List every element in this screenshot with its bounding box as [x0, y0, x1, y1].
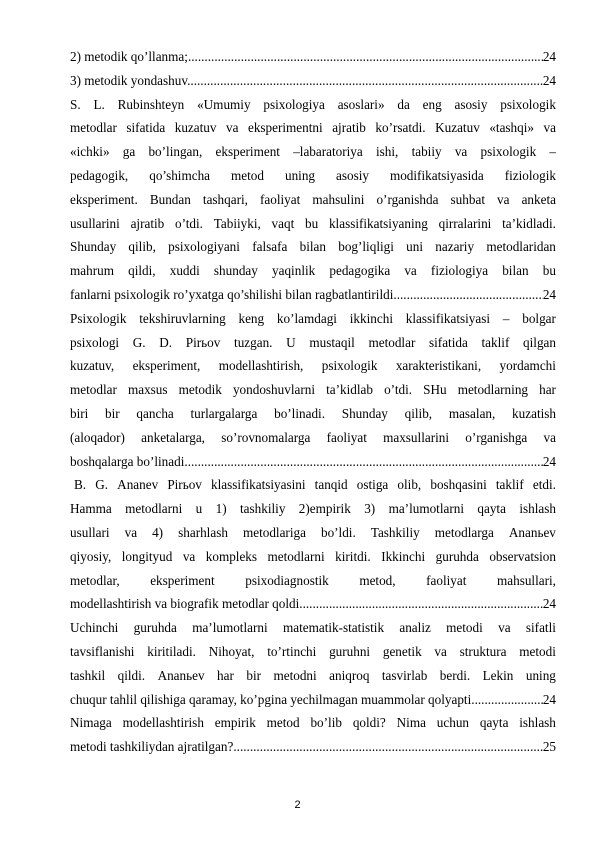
- word: uni: [406, 239, 424, 255]
- word: –: [502, 310, 510, 326]
- word: maxsus: [127, 382, 168, 398]
- word: o’rganishda: [376, 191, 439, 207]
- word: xarakteristikani,: [395, 358, 482, 374]
- word: 4): [152, 524, 164, 540]
- word: metodlar: [70, 382, 117, 398]
- dot-leader: [188, 45, 543, 69]
- word: tashkiliy: [239, 501, 286, 517]
- word: eksperiment: [150, 572, 215, 588]
- text-line: [70, 521, 556, 545]
- word: empirik: [214, 715, 256, 731]
- word: fiziologiya: [430, 263, 489, 279]
- word: modellashtirish,: [218, 358, 304, 374]
- word: D.: [159, 334, 173, 350]
- word: faoliyat: [260, 191, 301, 207]
- word: maxsullarini: [383, 429, 450, 445]
- word: va: [404, 263, 417, 279]
- word: va: [182, 548, 196, 564]
- word: olib,: [397, 477, 422, 493]
- toc-page-number: 24: [542, 49, 556, 64]
- word: bilan: [502, 263, 529, 279]
- toc-page-number: 24: [542, 286, 556, 302]
- word: va: [454, 144, 468, 160]
- toc-line: [70, 45, 556, 69]
- word: pedagogika: [329, 263, 391, 279]
- word: bo’linadi.: [274, 405, 326, 421]
- word: biri: [70, 405, 89, 421]
- word: tuzgan.: [234, 334, 273, 350]
- text-line: [70, 235, 556, 259]
- word: Kuzatuv: [435, 120, 480, 136]
- word: qirralarini: [438, 215, 492, 231]
- word: metodik: [178, 382, 222, 398]
- text-line: [70, 473, 556, 497]
- text-line: [70, 402, 556, 426]
- word: Tashkiliy: [370, 524, 420, 540]
- word: guruhda: [435, 548, 479, 564]
- dot-leader: [303, 592, 543, 616]
- toc-entry-text: 3) metodik yondashuv.: [70, 72, 191, 88]
- word: eksperimentni: [247, 120, 323, 136]
- word: metodi: [446, 620, 483, 636]
- word: qilgan: [523, 334, 556, 350]
- word: qoldi?: [352, 715, 386, 731]
- word: metodlar: [368, 334, 416, 350]
- toc-line: [70, 450, 556, 474]
- word: Tabiiyki,: [213, 215, 261, 231]
- word: ajratib: [130, 215, 165, 231]
- word: ostiga: [356, 477, 389, 493]
- word: «tashqi»: [489, 120, 535, 136]
- word: tasvirlab: [381, 667, 428, 683]
- word: longityud: [121, 548, 173, 564]
- word: Psixologik: [70, 310, 127, 326]
- text-line: [70, 378, 556, 402]
- text-line: [70, 569, 556, 593]
- word: Hamma: [70, 501, 112, 517]
- word: va: [497, 191, 510, 207]
- word: va: [543, 429, 556, 445]
- toc-entry-text: metodi tashkiliydan ajratilgan?: [70, 739, 234, 755]
- word: L.: [93, 96, 105, 112]
- word: U: [286, 334, 296, 350]
- toc-line: [70, 69, 556, 93]
- word: eksperiment.: [70, 191, 138, 207]
- word: faoliyat: [426, 572, 467, 588]
- word: bolgar: [522, 310, 556, 326]
- toc-line: [70, 283, 556, 307]
- word: Pirьov: [167, 477, 202, 493]
- word: analiz: [399, 620, 431, 636]
- toc-entry-text: boshqalarga bo’linadi.: [70, 453, 188, 469]
- word: Nima: [396, 715, 426, 731]
- word: ma’lumotlarni: [388, 501, 465, 517]
- word: aniqroq: [329, 667, 370, 683]
- text-line: [70, 307, 556, 331]
- word: guruhda: [133, 620, 177, 636]
- word: va: [543, 120, 556, 136]
- word: nazariy: [435, 239, 475, 255]
- word: psixologik: [500, 96, 556, 112]
- word: asosiy: [336, 167, 369, 183]
- toc-entry-text: fanlarni psixologik ro’yxatga qo’shilishi bilan ragbatlantirildi.: [70, 286, 397, 302]
- toc-line: [70, 735, 556, 759]
- word: uning: [525, 667, 556, 683]
- word: masalan,: [448, 405, 496, 421]
- toc-page-number: 24: [542, 453, 556, 469]
- word: va: [226, 120, 239, 136]
- word: yordamchi: [499, 358, 556, 374]
- word: usullari: [70, 524, 110, 540]
- word: yaqinlik: [272, 263, 316, 279]
- word: metodlar: [70, 120, 117, 136]
- word: qiyosiy,: [70, 548, 112, 564]
- text-line: [70, 354, 556, 378]
- word: bu: [305, 215, 319, 231]
- word: genetik: [382, 643, 422, 659]
- word: Ananev: [117, 477, 159, 493]
- word: sifatli: [525, 620, 556, 636]
- word: berdi.: [439, 667, 471, 683]
- word: eksperiment: [215, 144, 280, 160]
- word: u: [195, 501, 203, 517]
- text-line: [70, 640, 556, 664]
- word: tanqid: [314, 477, 348, 493]
- word: Ananьev: [508, 524, 556, 540]
- word: Uchinchi: [70, 620, 119, 636]
- word: mahrum: [70, 263, 114, 279]
- word: Ananьev: [157, 667, 205, 683]
- word: G.: [132, 334, 146, 350]
- toc-line: [70, 688, 556, 712]
- word: shunday: [213, 263, 258, 279]
- word: modellashtirish: [122, 715, 204, 731]
- word: uning: [284, 167, 316, 183]
- word: metodlaridan: [486, 239, 556, 255]
- word: psixodiagnostik: [245, 572, 329, 588]
- word: ajratib: [332, 120, 366, 136]
- word: va: [124, 524, 138, 540]
- word: kiritdi.: [335, 548, 371, 564]
- word: SHu: [423, 382, 447, 398]
- dot-leader: [188, 450, 543, 474]
- word: va: [498, 620, 511, 636]
- word: bilan: [299, 239, 326, 255]
- word: metodlarga: [434, 524, 494, 540]
- word: metod: [231, 167, 264, 183]
- word: psixologiyani: [168, 239, 240, 255]
- word: Nimaga: [70, 715, 112, 731]
- word: taklif: [495, 477, 524, 493]
- word: 3): [364, 501, 376, 517]
- word: «ichki»: [70, 144, 110, 160]
- word: 2)empirik: [298, 501, 351, 517]
- word: o’tdi.: [175, 215, 203, 231]
- word: mahsulini: [312, 191, 365, 207]
- text-line: [70, 711, 556, 735]
- word: sifatida: [126, 120, 166, 136]
- word: asoslari»: [337, 96, 385, 112]
- word: Shunday: [70, 239, 117, 255]
- word: boshqasini: [430, 477, 487, 493]
- text-line: [70, 545, 556, 569]
- dot-leader: [190, 69, 542, 93]
- word: sifatida: [429, 334, 468, 350]
- word: yondoshuvlarni: [232, 382, 316, 398]
- word: Lekin: [482, 667, 514, 683]
- word: B.: [74, 477, 87, 493]
- word: xuddi: [169, 263, 200, 279]
- word: ishlash: [519, 501, 556, 517]
- word: S.: [70, 96, 81, 112]
- word: psixologiya: [263, 96, 325, 112]
- word: suhbat: [450, 191, 485, 207]
- word: kuzatuv,: [70, 358, 115, 374]
- word: metodlarning: [457, 382, 529, 398]
- word: ikkinchi: [349, 310, 393, 326]
- toc-line: [70, 592, 556, 616]
- word: ishi,: [375, 144, 399, 160]
- word: qildi.: [117, 667, 146, 683]
- document-body: [70, 45, 556, 759]
- word: kuzatish: [512, 405, 556, 421]
- word: metodlarni: [125, 501, 183, 517]
- toc-entry-text: modellashtirish va biografik metodlar qoldi.: [70, 596, 303, 612]
- word: so’rovnomalarga: [221, 429, 311, 445]
- word: 1): [215, 501, 227, 517]
- word: etdi.: [532, 477, 556, 493]
- toc-page-number: 24: [542, 72, 556, 88]
- word: bo’lib: [310, 715, 342, 731]
- word: taklif: [481, 334, 510, 350]
- word: o’rganishga: [465, 429, 528, 445]
- word: kompleks: [205, 548, 258, 564]
- word: metodni: [273, 667, 317, 683]
- word: struktura: [459, 643, 507, 659]
- word: tabiiy: [411, 144, 442, 160]
- word: matematik-statistik: [282, 620, 385, 636]
- word: ko’lamdagi: [276, 310, 337, 326]
- text-line: [70, 331, 556, 355]
- dot-leader: [475, 688, 543, 712]
- text-line: [70, 188, 556, 212]
- word: ishlash: [519, 715, 556, 731]
- toc-page-number: 24: [542, 691, 556, 707]
- word: modifikatsiyasida: [389, 167, 484, 183]
- word: to’rtinchi: [267, 643, 317, 659]
- word: –: [549, 144, 556, 160]
- word: psixologik: [321, 358, 378, 374]
- word: klassifikatsiyaning: [328, 215, 428, 231]
- word: (aloqador): [70, 429, 125, 445]
- text-line: [70, 212, 556, 236]
- word: tashqari,: [202, 191, 248, 207]
- word: «Umumiy: [197, 96, 251, 112]
- toc-entry-text: 2) metodik qo’llanma;: [70, 49, 188, 64]
- word: Rubinshteyn: [117, 96, 185, 112]
- word: mustaqil: [309, 334, 355, 350]
- word: Pirьov: [185, 334, 221, 350]
- word: bir: [105, 405, 120, 421]
- word: faoliyat: [326, 429, 367, 445]
- word: usullarini: [70, 215, 120, 231]
- word: ta’kidlab: [326, 382, 373, 398]
- word: keng: [238, 310, 265, 326]
- word: va: [434, 643, 447, 659]
- word: sharhlash: [178, 524, 228, 540]
- word: bir: [246, 667, 261, 683]
- word: falsafa: [252, 239, 288, 255]
- word: tavsiflanishi: [70, 643, 135, 659]
- word: har: [217, 667, 234, 683]
- word: metod,: [359, 572, 396, 588]
- text-line: [70, 664, 556, 688]
- word: bu: [542, 263, 556, 279]
- word: metodlarni: [267, 548, 325, 564]
- word: kuzatuv: [174, 120, 217, 136]
- text-line: [70, 259, 556, 283]
- word: observatsion: [489, 548, 556, 564]
- word: asosiy: [454, 96, 488, 112]
- word: qayta: [477, 501, 506, 517]
- toc-page-number: 25: [542, 739, 556, 755]
- text-line: [70, 140, 556, 164]
- word: psixologik: [480, 144, 537, 160]
- word: Shunday: [341, 405, 388, 421]
- word: –labaratoriya: [293, 144, 363, 160]
- word: psixologi: [70, 334, 120, 350]
- word: qayta: [479, 715, 509, 731]
- word: vaqt: [271, 215, 295, 231]
- word: ma’lumotlarni: [192, 620, 268, 636]
- toc-entry-text: chuqur tahlil qilishiga qaramay, ko’pgina yechilmagan muammolar qolyapti.: [70, 691, 475, 707]
- word: fiziologik: [504, 167, 556, 183]
- word: turlargalarga: [190, 405, 258, 421]
- page-number: 2: [294, 799, 301, 811]
- word: klassifikatsiyasi: [405, 310, 491, 326]
- word: ta’kidladi.: [502, 215, 556, 231]
- word: ga: [122, 144, 136, 160]
- word: qancha: [136, 405, 174, 421]
- word: klassifikatsiyasini: [211, 477, 306, 493]
- text-line: [70, 497, 556, 521]
- word: metodlariga: [242, 524, 306, 540]
- word: Nihoyat,: [208, 643, 255, 659]
- word: ko’rsatdi.: [375, 120, 426, 136]
- word: eksperiment,: [132, 358, 201, 374]
- word: guruhni: [329, 643, 371, 659]
- word: metodi: [519, 643, 556, 659]
- word: da: [397, 96, 410, 112]
- text-line: [70, 616, 556, 640]
- word: bo’lingan,: [148, 144, 203, 160]
- word: metodlar,: [70, 572, 120, 588]
- word: har: [539, 382, 556, 398]
- word: qilib,: [404, 405, 433, 421]
- word: tekshiruvlarning: [139, 310, 226, 326]
- word: pedagogik,: [70, 167, 129, 183]
- word: anketa: [521, 191, 556, 207]
- word: anketalarga,: [141, 429, 205, 445]
- word: bo’ldi.: [320, 524, 356, 540]
- word: qo’shimcha: [149, 167, 211, 183]
- text-line: [70, 426, 556, 450]
- text-line: [70, 164, 556, 188]
- word: uchun: [436, 715, 470, 731]
- toc-page-number: 24: [542, 596, 556, 612]
- dot-leader: [397, 283, 543, 307]
- word: qildi,: [128, 263, 156, 279]
- word: Ikkinchi: [381, 548, 426, 564]
- word: metod: [266, 715, 300, 731]
- word: o’tdi.: [384, 382, 413, 398]
- word: qilib,: [128, 239, 156, 255]
- text-line: [70, 93, 556, 117]
- word: tashkil: [70, 667, 106, 683]
- dot-leader: [233, 735, 542, 759]
- word: G.: [95, 477, 109, 493]
- word: bog’liqligi: [338, 239, 394, 255]
- word: Bundan: [149, 191, 191, 207]
- word: kiritiladi.: [147, 643, 196, 659]
- word: eng: [422, 96, 442, 112]
- text-line: [70, 116, 556, 140]
- word: mahsullari,: [496, 572, 556, 588]
